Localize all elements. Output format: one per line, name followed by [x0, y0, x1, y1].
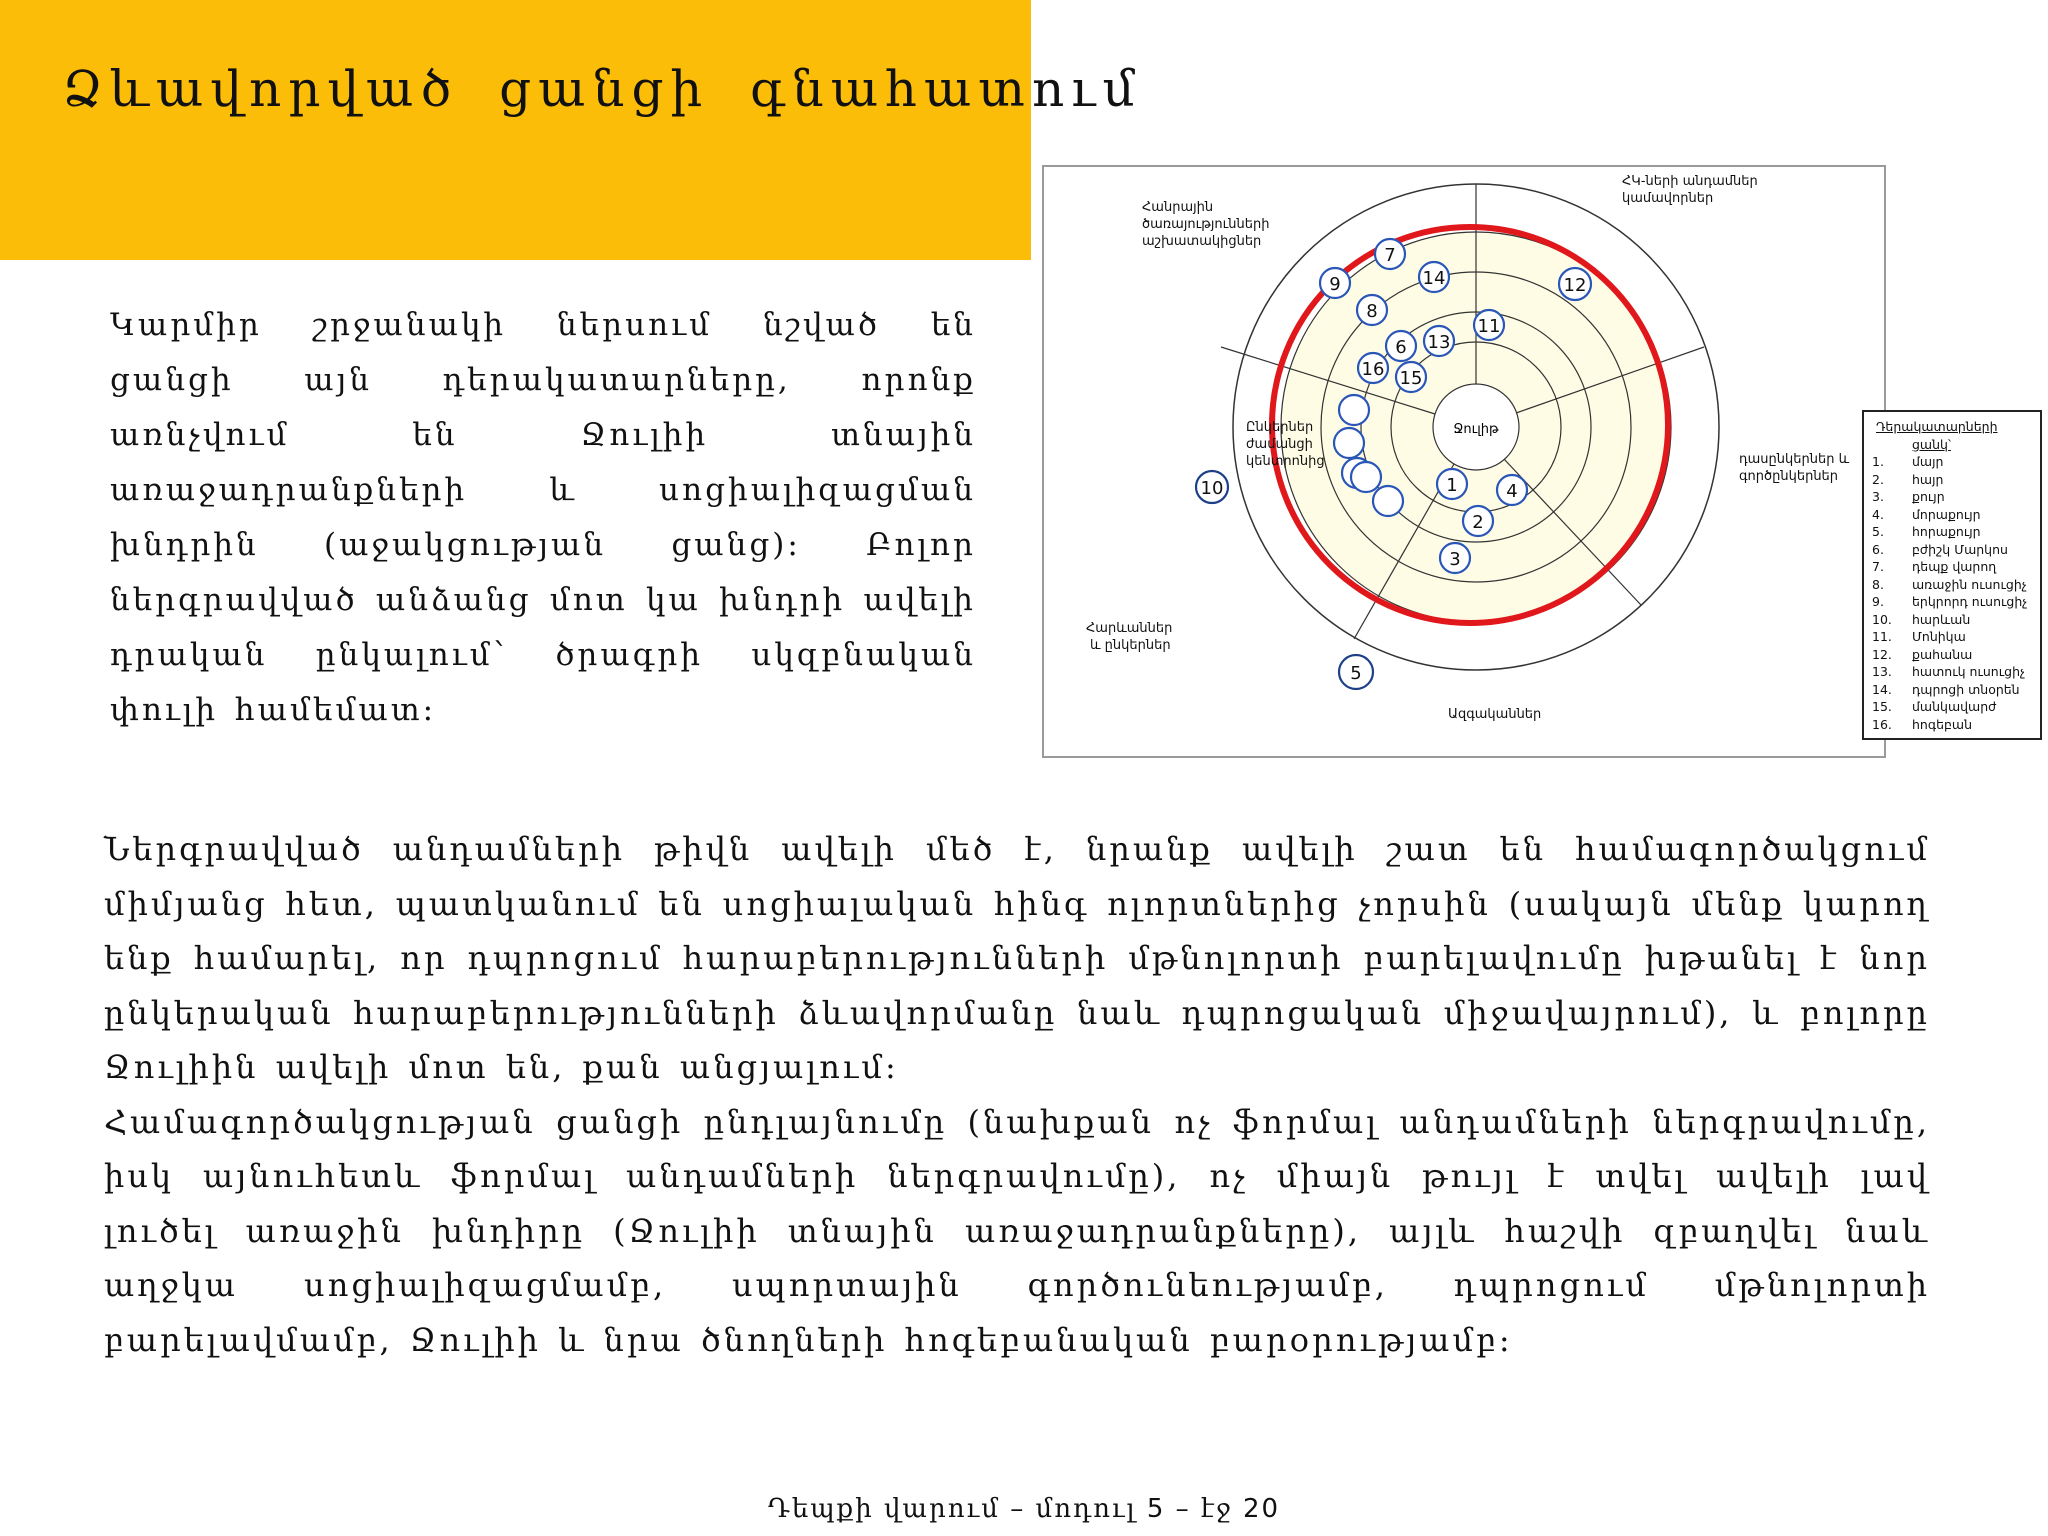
node-3 [1440, 543, 1470, 573]
svg-text:3: 3 [1449, 549, 1461, 570]
footer-separator: – էջ [1175, 1494, 1233, 1524]
legend-item-number: 14. [1872, 681, 1892, 697]
node-2 [1463, 506, 1493, 536]
label-public-services-3: աշխատակիցներ [1142, 234, 1262, 249]
svg-text:4: 4 [1506, 481, 1518, 502]
label-public-services-1: Հանրային [1142, 200, 1214, 215]
legend-item-label: հոգեբան [1912, 716, 1973, 732]
title-band [0, 0, 1031, 260]
legend-list [1872, 453, 2032, 733]
legend-item-label: դպրոցի տնօրեն [1912, 681, 2020, 697]
legend-item-label: երկրորդ ուսուցիչ [1912, 594, 2028, 609]
node-14 [1419, 262, 1449, 292]
center-label: Ջուլիթ [1453, 422, 1499, 437]
label-friends-2: ժամանցի [1246, 437, 1313, 452]
svg-text:15: 15 [1399, 368, 1423, 389]
footer-page-number: 20 [1243, 1494, 1281, 1524]
legend-item [1872, 558, 2032, 576]
label-volunteers-1: ՀԿ-ների անդամներ [1622, 174, 1758, 189]
svg-text:9: 9 [1329, 274, 1341, 295]
svg-text:10: 10 [1200, 478, 1224, 499]
node-4 [1497, 475, 1527, 505]
legend-item [1872, 663, 2032, 681]
node-6 [1386, 331, 1416, 361]
svg-text:1: 1 [1446, 475, 1458, 496]
node-5 [1339, 655, 1373, 689]
legend-item-number: 6. [1872, 541, 1884, 557]
node-8 [1357, 295, 1387, 325]
legend-item-number: 11. [1872, 629, 1892, 644]
legend-item-number: 3. [1872, 489, 1884, 504]
node-16 [1358, 353, 1388, 383]
legend-item-number: 1. [1872, 454, 1884, 469]
svg-text:16: 16 [1361, 359, 1385, 380]
legend-item-number: 5. [1872, 524, 1884, 539]
legend-item-label: հատուկ ուսուցիչ [1912, 664, 2026, 679]
network-diagram [1042, 165, 1886, 758]
footer-module-number: 5 [1146, 1494, 1166, 1524]
legend-item-number: 16. [1872, 716, 1892, 732]
legend-item-label: հորաքույր [1912, 524, 1981, 539]
legend-item [1872, 471, 2032, 489]
node-9 [1320, 268, 1350, 298]
label-public-services-2: ծառայությունների [1142, 217, 1270, 232]
label-teachers-1: դասընկերներ և [1739, 452, 1850, 467]
svg-text:7: 7 [1384, 245, 1396, 266]
legend-item [1872, 523, 2032, 541]
node-12 [1559, 268, 1591, 300]
legend-item [1872, 506, 2032, 524]
legend-item-label: մայր [1912, 454, 1944, 469]
label-friends-3: կենտրոնից [1246, 454, 1325, 469]
legend-item-number: 4. [1872, 506, 1884, 522]
actors-legend [1862, 410, 2042, 740]
legend-item-label: հայր [1912, 471, 1944, 487]
legend-item [1872, 716, 2032, 734]
node-13 [1424, 326, 1454, 356]
page-footer [0, 1494, 2048, 1524]
svg-text:12: 12 [1563, 275, 1587, 296]
node-1 [1437, 469, 1467, 499]
legend-item-label: մանկավարժ [1912, 699, 1997, 714]
legend-item-number: 2. [1872, 471, 1884, 487]
node-10 [1196, 471, 1228, 503]
legend-item-number: 13. [1872, 664, 1892, 679]
legend-item-number: 10. [1872, 611, 1892, 627]
svg-text:14: 14 [1422, 268, 1446, 289]
legend-item [1872, 646, 2032, 664]
legend-item [1872, 541, 2032, 559]
node-11 [1474, 310, 1504, 340]
label-family: Ազգականներ [1448, 707, 1542, 722]
legend-item [1872, 488, 2032, 506]
legend-item-number: 8. [1872, 576, 1884, 592]
legend-item [1872, 611, 2032, 629]
label-volunteers-2: կամավորներ [1622, 191, 1714, 206]
legend-item-number: 12. [1872, 646, 1892, 662]
label-teachers-2: գործընկերներ [1739, 469, 1839, 484]
svg-text:6: 6 [1395, 337, 1407, 358]
legend-item-label: առաջին ուսուցիչ [1912, 576, 2027, 592]
svg-text:13: 13 [1427, 332, 1451, 353]
footer-prefix: Դեպքի վարում – մոդուլ [767, 1494, 1137, 1524]
legend-item [1872, 593, 2032, 611]
node-15 [1396, 362, 1426, 392]
legend-item-label: դեպք վարող [1912, 559, 1997, 574]
network-diagram-svg [1044, 167, 1884, 756]
svg-text:5: 5 [1350, 663, 1362, 684]
paragraph-3-text: Համագործակցության ցանցի ընդլայնումը (նախքան ոչ ֆորմալ անդամների ներգրավումը, իսկ այնուհետև ֆորմալ անդամների ներգրավումը), ոչ միայն թույլ է տվել ավելի լավ լուծել առաջին խնդիրը (Ջուլիի տնային առաջադրանքները), այլև հաշվի զբաղվել նաև աղջկա սոցիալիզացմամբ, սպորտային գործունեությամբ, դպրոցում մթնոլորտի բարելավմամբ, Ջուլիի և նրա ծնողների հոգեբանական բարօրությամբ: [104, 1102, 1930, 1359]
label-friends-1: Ընկերներ [1246, 420, 1314, 435]
svg-text:8: 8 [1366, 301, 1378, 322]
intro-paragraph: Կարմիր շրջանակի ներսում նշված են ցանցի այն դերակատարները, որոնք առնչվում են Ջուլիի տնային առաջադրանքների և սոցիալիզացման խնդրին (աջակցության ցանց)։ Բոլոր ներգրավված անձանց մոտ կա խնդրի ավելի դրական ընկալում՝ ծրագրի սկզբնական փուլի համեմատ: [110, 307, 976, 728]
legend-item-label: Մոնիկա [1912, 629, 1966, 644]
page-title: Ձևավորված ցանցի գնահատում [62, 60, 1142, 118]
legend-item [1872, 453, 2032, 471]
legend-title-line2: ցանկ՝ [1912, 436, 1951, 452]
legend-item-label: քույր [1912, 489, 1945, 504]
label-neighbors-2: և ընկերներ [1090, 638, 1171, 653]
legend-item-label: հարևան [1912, 611, 1971, 627]
legend-title-line1: Դերակատարների [1876, 419, 1998, 434]
body-paragraph-2 [104, 822, 1930, 1367]
legend-item [1872, 681, 2032, 699]
legend-item [1872, 628, 2032, 646]
legend-item-number: 9. [1872, 594, 1884, 609]
node-7 [1375, 239, 1405, 269]
svg-text:2: 2 [1472, 512, 1484, 533]
legend-item [1872, 576, 2032, 594]
legend-item [1872, 698, 2032, 716]
legend-item-label: մորաքույր [1912, 506, 1981, 522]
legend-item-number: 7. [1872, 559, 1884, 574]
legend-item-label: բժիշկ Մարկոս [1912, 541, 2008, 557]
label-neighbors-1: Հարևաններ [1086, 621, 1173, 636]
paragraph-2-text: Ներգրավված անդամների թիվն ավելի մեծ է, նրանք ավելի շատ են համագործակցում միմյանց հետ, պատկանում են սոցիալական հինգ ոլորտներից չորսին (սակայն մենք կարող ենք համարել, որ դպրոցում հարաբերությունների մթնոլորտի բարելավումը խթանել է նոր ընկերական հարաբերությունների ձևավորմանը նաև դպրոցական միջավայրում), և բոլորը Ջուլիին ավելի մոտ են, քան անցյալում: [104, 830, 1930, 1086]
svg-text:11: 11 [1477, 316, 1501, 337]
legend-item-number: 15. [1872, 699, 1892, 714]
legend-item-label: քահանա [1912, 646, 1973, 662]
